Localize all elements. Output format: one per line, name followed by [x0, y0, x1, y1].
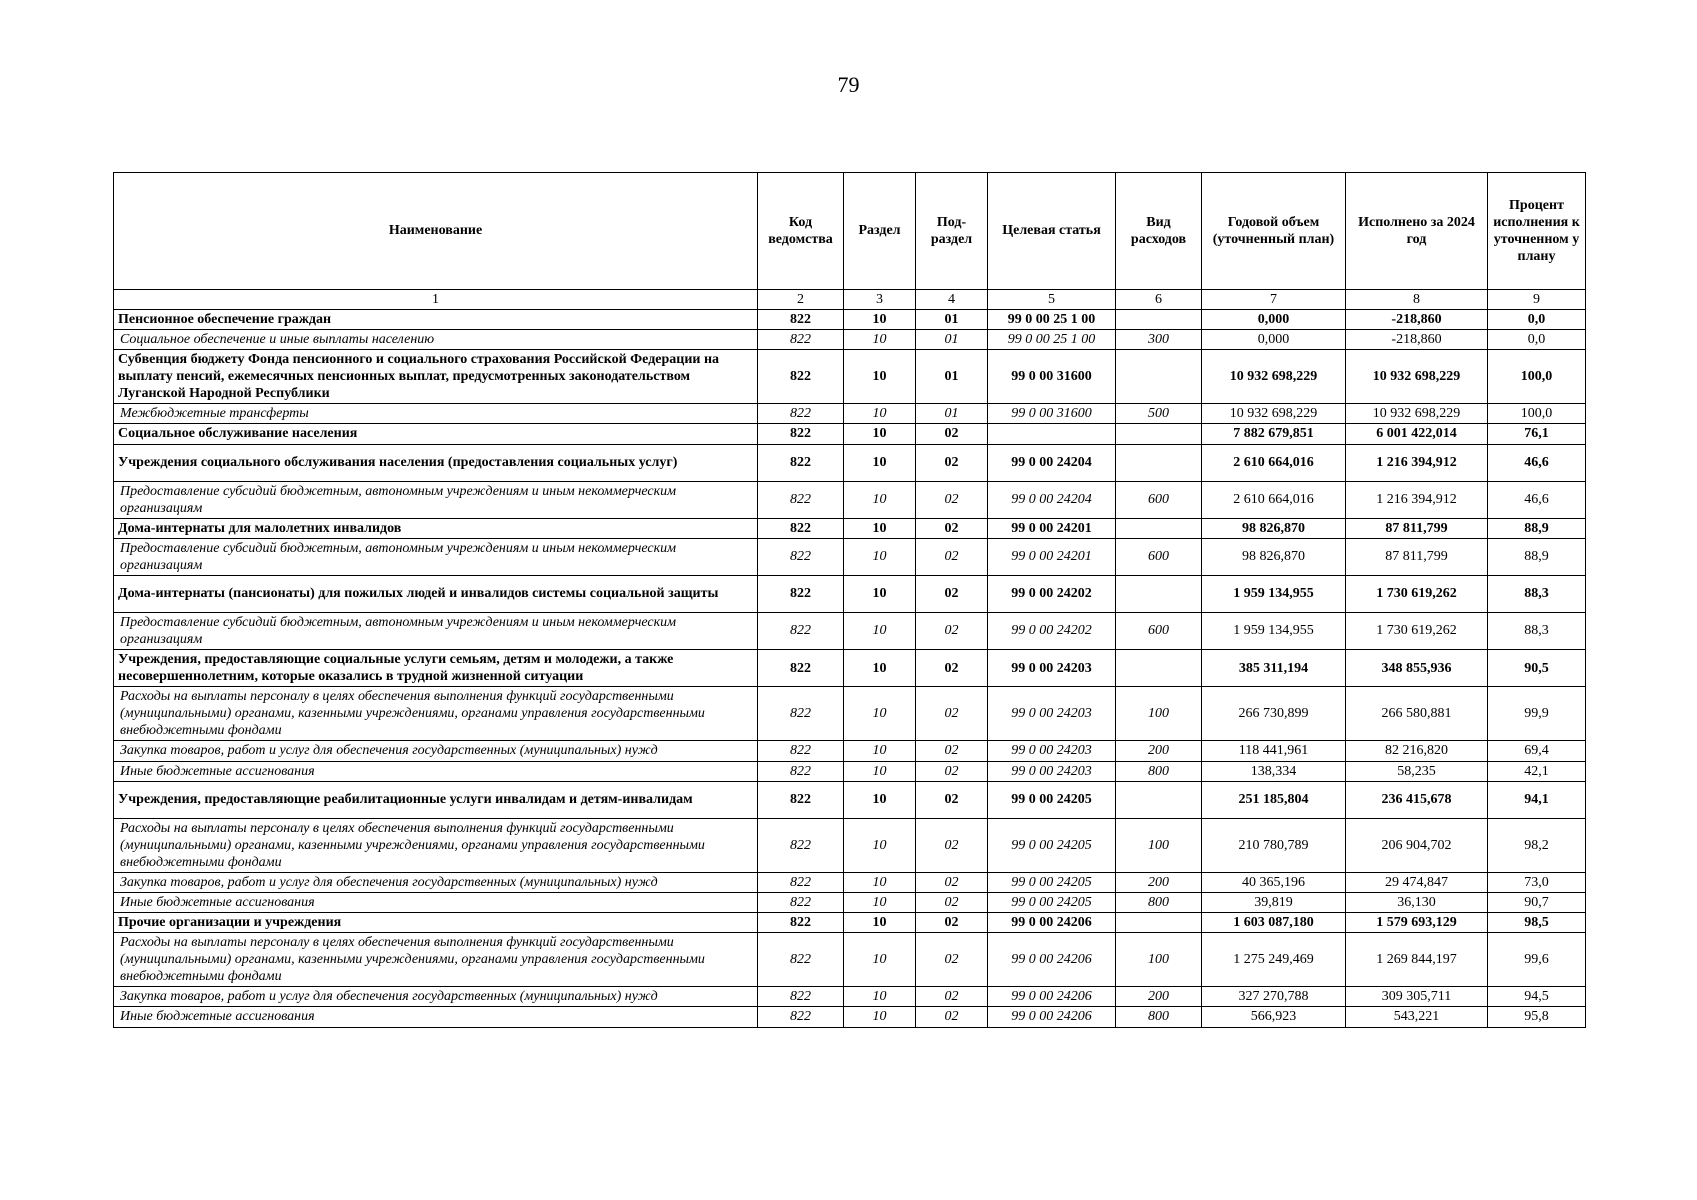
row-execution-percent: 100,0	[1488, 350, 1586, 404]
row-executed: 309 305,711	[1346, 987, 1488, 1007]
row-execution-percent: 76,1	[1488, 424, 1586, 444]
row-executed: 10 932 698,229	[1346, 404, 1488, 424]
row-name: Предоставление субсидий бюджетным, автономным учреждениям и иным некоммерческим организациям	[114, 538, 758, 575]
row-department-code: 822	[758, 330, 844, 350]
table-row-group	[114, 913, 1586, 933]
row-subsection: 02	[916, 987, 988, 1007]
table-row	[114, 538, 1586, 575]
column-number: 3	[844, 290, 916, 310]
row-executed: 87 811,799	[1346, 538, 1488, 575]
row-name: Закупка товаров, работ и услуг для обеспечения государственных (муниципальных) нужд	[114, 872, 758, 892]
row-expense-type: 800	[1116, 892, 1202, 912]
header-name: Наименование	[114, 173, 758, 290]
column-number: 6	[1116, 290, 1202, 310]
row-subsection: 02	[916, 687, 988, 741]
row-section: 10	[844, 687, 916, 741]
table-body	[114, 290, 1586, 1028]
row-expense-type	[1116, 913, 1202, 933]
row-subsection: 02	[916, 781, 988, 818]
row-execution-percent: 69,4	[1488, 741, 1586, 761]
row-department-code: 822	[758, 575, 844, 612]
row-name: Расходы на выплаты персоналу в целях обеспечения выполнения функций государственными (муниципальными) органами, казенными учреждениями, органами управления государственными внебюджетными фондами	[114, 687, 758, 741]
row-subsection: 02	[916, 444, 988, 481]
table-row-group	[114, 350, 1586, 404]
row-subsection: 02	[916, 872, 988, 892]
row-subsection: 02	[916, 1007, 988, 1027]
row-name: Субвенция бюджету Фонда пенсионного и социального страхования Российской Федерации на выплату пенсий, ежемесячных пенсионных выплат, предусмотренных законодательством Луганской Народной Республики	[114, 350, 758, 404]
column-number-row	[114, 290, 1586, 310]
header-execution-percent: Процент исполнения к уточненном у плану	[1488, 173, 1586, 290]
header-subsection: Под-раздел	[916, 173, 988, 290]
column-number: 9	[1488, 290, 1586, 310]
row-execution-percent: 90,7	[1488, 892, 1586, 912]
row-annual-plan: 1 275 249,469	[1202, 933, 1346, 987]
row-subsection: 01	[916, 350, 988, 404]
row-executed: 266 580,881	[1346, 687, 1488, 741]
row-subsection: 02	[916, 818, 988, 872]
row-subsection: 02	[916, 518, 988, 538]
row-department-code: 822	[758, 933, 844, 987]
row-executed: 1 216 394,912	[1346, 481, 1488, 518]
row-expense-type: 800	[1116, 761, 1202, 781]
row-target-article: 99 0 00 24202	[988, 612, 1116, 649]
row-annual-plan: 138,334	[1202, 761, 1346, 781]
row-target-article: 99 0 00 24205	[988, 892, 1116, 912]
row-target-article: 99 0 00 31600	[988, 350, 1116, 404]
row-name: Пенсионное обеспечение граждан	[114, 310, 758, 330]
row-target-article: 99 0 00 24203	[988, 741, 1116, 761]
table-row	[114, 1007, 1586, 1027]
row-expense-type: 200	[1116, 872, 1202, 892]
row-executed: 1 216 394,912	[1346, 444, 1488, 481]
row-executed: 236 415,678	[1346, 781, 1488, 818]
table-row-group	[114, 650, 1586, 687]
row-execution-percent: 98,2	[1488, 818, 1586, 872]
column-number: 4	[916, 290, 988, 310]
row-target-article: 99 0 00 24206	[988, 933, 1116, 987]
row-annual-plan: 566,923	[1202, 1007, 1346, 1027]
row-name: Расходы на выплаты персоналу в целях обеспечения выполнения функций государственными (муниципальными) органами, казенными учреждениями, органами управления государственными внебюджетными фондами	[114, 933, 758, 987]
row-execution-percent: 90,5	[1488, 650, 1586, 687]
row-section: 10	[844, 404, 916, 424]
row-department-code: 822	[758, 444, 844, 481]
budget-execution-table	[113, 172, 1586, 1028]
row-annual-plan: 0,000	[1202, 330, 1346, 350]
table-row	[114, 818, 1586, 872]
row-name: Иные бюджетные ассигнования	[114, 1007, 758, 1027]
row-section: 10	[844, 310, 916, 330]
row-subsection: 01	[916, 330, 988, 350]
row-subsection: 02	[916, 892, 988, 912]
row-section: 10	[844, 1007, 916, 1027]
row-name: Социальное обеспечение и иные выплаты населению	[114, 330, 758, 350]
row-annual-plan: 266 730,899	[1202, 687, 1346, 741]
row-name: Иные бюджетные ассигнования	[114, 761, 758, 781]
row-target-article: 99 0 00 31600	[988, 404, 1116, 424]
row-annual-plan: 98 826,870	[1202, 538, 1346, 575]
row-name: Предоставление субсидий бюджетным, автономным учреждениям и иным некоммерческим организациям	[114, 481, 758, 518]
row-target-article: 99 0 00 24201	[988, 518, 1116, 538]
row-expense-type	[1116, 310, 1202, 330]
row-subsection: 02	[916, 741, 988, 761]
row-annual-plan: 210 780,789	[1202, 818, 1346, 872]
row-name: Прочие организации и учреждения	[114, 913, 758, 933]
row-section: 10	[844, 444, 916, 481]
row-expense-type: 500	[1116, 404, 1202, 424]
row-execution-percent: 94,5	[1488, 987, 1586, 1007]
column-number: 8	[1346, 290, 1488, 310]
row-expense-type: 200	[1116, 987, 1202, 1007]
row-department-code: 822	[758, 781, 844, 818]
row-executed: -218,860	[1346, 310, 1488, 330]
column-number: 5	[988, 290, 1116, 310]
row-expense-type: 600	[1116, 612, 1202, 649]
row-annual-plan: 1 959 134,955	[1202, 575, 1346, 612]
row-executed: 87 811,799	[1346, 518, 1488, 538]
row-name: Предоставление субсидий бюджетным, автономным учреждениям и иным некоммерческим организациям	[114, 612, 758, 649]
row-subsection: 02	[916, 575, 988, 612]
row-name: Учреждения социального обслуживания населения (предоставления социальных услуг)	[114, 444, 758, 481]
page-number: 79	[837, 72, 860, 97]
row-department-code: 822	[758, 404, 844, 424]
row-expense-type: 800	[1116, 1007, 1202, 1027]
row-annual-plan: 2 610 664,016	[1202, 481, 1346, 518]
row-execution-percent: 100,0	[1488, 404, 1586, 424]
row-execution-percent: 0,0	[1488, 330, 1586, 350]
table-row-group	[114, 444, 1586, 481]
row-executed: 543,221	[1346, 1007, 1488, 1027]
row-section: 10	[844, 892, 916, 912]
row-target-article: 99 0 00 24205	[988, 818, 1116, 872]
row-name: Дома-интернаты (пансионаты) для пожилых людей и инвалидов системы социальной защиты	[114, 575, 758, 612]
table-row	[114, 687, 1586, 741]
row-section: 10	[844, 538, 916, 575]
row-execution-percent: 46,6	[1488, 444, 1586, 481]
row-expense-type: 300	[1116, 330, 1202, 350]
row-executed: 206 904,702	[1346, 818, 1488, 872]
row-expense-type: 600	[1116, 481, 1202, 518]
row-subsection: 02	[916, 650, 988, 687]
row-executed: 10 932 698,229	[1346, 350, 1488, 404]
row-execution-percent: 88,9	[1488, 538, 1586, 575]
row-department-code: 822	[758, 350, 844, 404]
row-department-code: 822	[758, 913, 844, 933]
row-executed: 29 474,847	[1346, 872, 1488, 892]
row-department-code: 822	[758, 1007, 844, 1027]
row-department-code: 822	[758, 741, 844, 761]
row-annual-plan: 251 185,804	[1202, 781, 1346, 818]
column-number: 7	[1202, 290, 1346, 310]
row-name: Учреждения, предоставляющие реабилитационные услуги инвалидам и детям-инвалидам	[114, 781, 758, 818]
row-target-article: 99 0 00 25 1 00	[988, 310, 1116, 330]
table-row	[114, 741, 1586, 761]
row-department-code: 822	[758, 987, 844, 1007]
row-expense-type	[1116, 518, 1202, 538]
row-section: 10	[844, 575, 916, 612]
row-executed: 1 269 844,197	[1346, 933, 1488, 987]
row-section: 10	[844, 612, 916, 649]
row-name: Расходы на выплаты персоналу в целях обеспечения выполнения функций государственными (муниципальными) органами, казенными учреждениями, органами управления государственными внебюджетными фондами	[114, 818, 758, 872]
row-department-code: 822	[758, 872, 844, 892]
row-target-article: 99 0 00 24203	[988, 687, 1116, 741]
row-execution-percent: 94,1	[1488, 781, 1586, 818]
row-executed: 82 216,820	[1346, 741, 1488, 761]
row-expense-type	[1116, 650, 1202, 687]
header-section: Раздел	[844, 173, 916, 290]
row-name: Иные бюджетные ассигнования	[114, 892, 758, 912]
table-row	[114, 933, 1586, 987]
row-execution-percent: 73,0	[1488, 872, 1586, 892]
row-annual-plan: 98 826,870	[1202, 518, 1346, 538]
table-row	[114, 892, 1586, 912]
row-section: 10	[844, 330, 916, 350]
row-subsection: 01	[916, 310, 988, 330]
row-annual-plan: 10 932 698,229	[1202, 350, 1346, 404]
table-row	[114, 761, 1586, 781]
row-section: 10	[844, 518, 916, 538]
row-expense-type	[1116, 424, 1202, 444]
row-name: Социальное обслуживание населения	[114, 424, 758, 444]
row-target-article: 99 0 00 24204	[988, 481, 1116, 518]
row-subsection: 02	[916, 933, 988, 987]
row-expense-type: 600	[1116, 538, 1202, 575]
row-name: Учреждения, предоставляющие социальные услуги семьям, детям и молодежи, а также несовершеннолетним, которые оказались в трудной жизненной ситуации	[114, 650, 758, 687]
row-annual-plan: 2 610 664,016	[1202, 444, 1346, 481]
header-expense-type: Вид расходов	[1116, 173, 1202, 290]
row-executed: 1 730 619,262	[1346, 575, 1488, 612]
row-department-code: 822	[758, 310, 844, 330]
row-execution-percent: 95,8	[1488, 1007, 1586, 1027]
row-execution-percent: 46,6	[1488, 481, 1586, 518]
row-subsection: 02	[916, 761, 988, 781]
header-executed: Исполнено за 2024 год	[1346, 173, 1488, 290]
row-target-article: 99 0 00 24206	[988, 987, 1116, 1007]
row-subsection: 02	[916, 612, 988, 649]
row-section: 10	[844, 933, 916, 987]
row-executed: 6 001 422,014	[1346, 424, 1488, 444]
row-department-code: 822	[758, 518, 844, 538]
row-target-article	[988, 424, 1116, 444]
row-execution-percent: 88,3	[1488, 575, 1586, 612]
table-row-group	[114, 424, 1586, 444]
row-annual-plan: 40 365,196	[1202, 872, 1346, 892]
row-department-code: 822	[758, 481, 844, 518]
row-annual-plan: 327 270,788	[1202, 987, 1346, 1007]
table-row	[114, 330, 1586, 350]
row-expense-type	[1116, 575, 1202, 612]
row-section: 10	[844, 650, 916, 687]
row-section: 10	[844, 818, 916, 872]
row-target-article: 99 0 00 24204	[988, 444, 1116, 481]
row-expense-type: 100	[1116, 687, 1202, 741]
row-name: Закупка товаров, работ и услуг для обеспечения государственных (муниципальных) нужд	[114, 987, 758, 1007]
row-subsection: 02	[916, 913, 988, 933]
row-name: Закупка товаров, работ и услуг для обеспечения государственных (муниципальных) нужд	[114, 741, 758, 761]
row-department-code: 822	[758, 612, 844, 649]
row-target-article: 99 0 00 24206	[988, 913, 1116, 933]
row-annual-plan: 118 441,961	[1202, 741, 1346, 761]
row-subsection: 02	[916, 424, 988, 444]
row-execution-percent: 42,1	[1488, 761, 1586, 781]
row-annual-plan: 39,819	[1202, 892, 1346, 912]
table-row-group	[114, 310, 1586, 330]
row-name: Межбюджетные трансферты	[114, 404, 758, 424]
row-executed: 1 579 693,129	[1346, 913, 1488, 933]
row-executed: 36,130	[1346, 892, 1488, 912]
row-subsection: 02	[916, 538, 988, 575]
row-annual-plan: 1 603 087,180	[1202, 913, 1346, 933]
row-executed: 58,235	[1346, 761, 1488, 781]
column-number: 1	[114, 290, 758, 310]
row-expense-type: 100	[1116, 933, 1202, 987]
table-row	[114, 987, 1586, 1007]
table-row	[114, 872, 1586, 892]
row-annual-plan: 1 959 134,955	[1202, 612, 1346, 649]
row-expense-type	[1116, 350, 1202, 404]
row-department-code: 822	[758, 761, 844, 781]
header-target-article: Целевая статья	[988, 173, 1116, 290]
row-target-article: 99 0 00 24203	[988, 761, 1116, 781]
row-execution-percent: 88,9	[1488, 518, 1586, 538]
row-target-article: 99 0 00 24205	[988, 872, 1116, 892]
row-expense-type: 100	[1116, 818, 1202, 872]
table-row	[114, 481, 1586, 518]
row-target-article: 99 0 00 24206	[988, 1007, 1116, 1027]
table-row-group	[114, 781, 1586, 818]
row-executed: 348 855,936	[1346, 650, 1488, 687]
table-row	[114, 404, 1586, 424]
row-annual-plan: 10 932 698,229	[1202, 404, 1346, 424]
row-execution-percent: 88,3	[1488, 612, 1586, 649]
row-annual-plan: 385 311,194	[1202, 650, 1346, 687]
row-section: 10	[844, 913, 916, 933]
row-subsection: 02	[916, 481, 988, 518]
row-department-code: 822	[758, 818, 844, 872]
row-section: 10	[844, 761, 916, 781]
row-name: Дома-интернаты для малолетних инвалидов	[114, 518, 758, 538]
row-execution-percent: 98,5	[1488, 913, 1586, 933]
row-target-article: 99 0 00 24201	[988, 538, 1116, 575]
row-execution-percent: 99,9	[1488, 687, 1586, 741]
table-row-group	[114, 518, 1586, 538]
row-subsection: 01	[916, 404, 988, 424]
column-number: 2	[758, 290, 844, 310]
row-target-article: 99 0 00 24202	[988, 575, 1116, 612]
row-section: 10	[844, 987, 916, 1007]
table-row	[114, 612, 1586, 649]
row-expense-type	[1116, 781, 1202, 818]
row-target-article: 99 0 00 25 1 00	[988, 330, 1116, 350]
header-department-code: Код ведомства	[758, 173, 844, 290]
row-expense-type: 200	[1116, 741, 1202, 761]
table-row-group	[114, 575, 1586, 612]
row-section: 10	[844, 424, 916, 444]
row-expense-type	[1116, 444, 1202, 481]
row-section: 10	[844, 872, 916, 892]
row-execution-percent: 99,6	[1488, 933, 1586, 987]
row-execution-percent: 0,0	[1488, 310, 1586, 330]
header-annual-plan: Годовой объем (уточненный план)	[1202, 173, 1346, 290]
row-target-article: 99 0 00 24203	[988, 650, 1116, 687]
row-section: 10	[844, 350, 916, 404]
row-section: 10	[844, 741, 916, 761]
row-department-code: 822	[758, 538, 844, 575]
row-section: 10	[844, 481, 916, 518]
row-section: 10	[844, 781, 916, 818]
row-annual-plan: 7 882 679,851	[1202, 424, 1346, 444]
row-department-code: 822	[758, 650, 844, 687]
header-row	[114, 173, 1586, 290]
row-executed: -218,860	[1346, 330, 1488, 350]
row-department-code: 822	[758, 687, 844, 741]
row-annual-plan: 0,000	[1202, 310, 1346, 330]
row-department-code: 822	[758, 424, 844, 444]
row-department-code: 822	[758, 892, 844, 912]
row-executed: 1 730 619,262	[1346, 612, 1488, 649]
row-target-article: 99 0 00 24205	[988, 781, 1116, 818]
